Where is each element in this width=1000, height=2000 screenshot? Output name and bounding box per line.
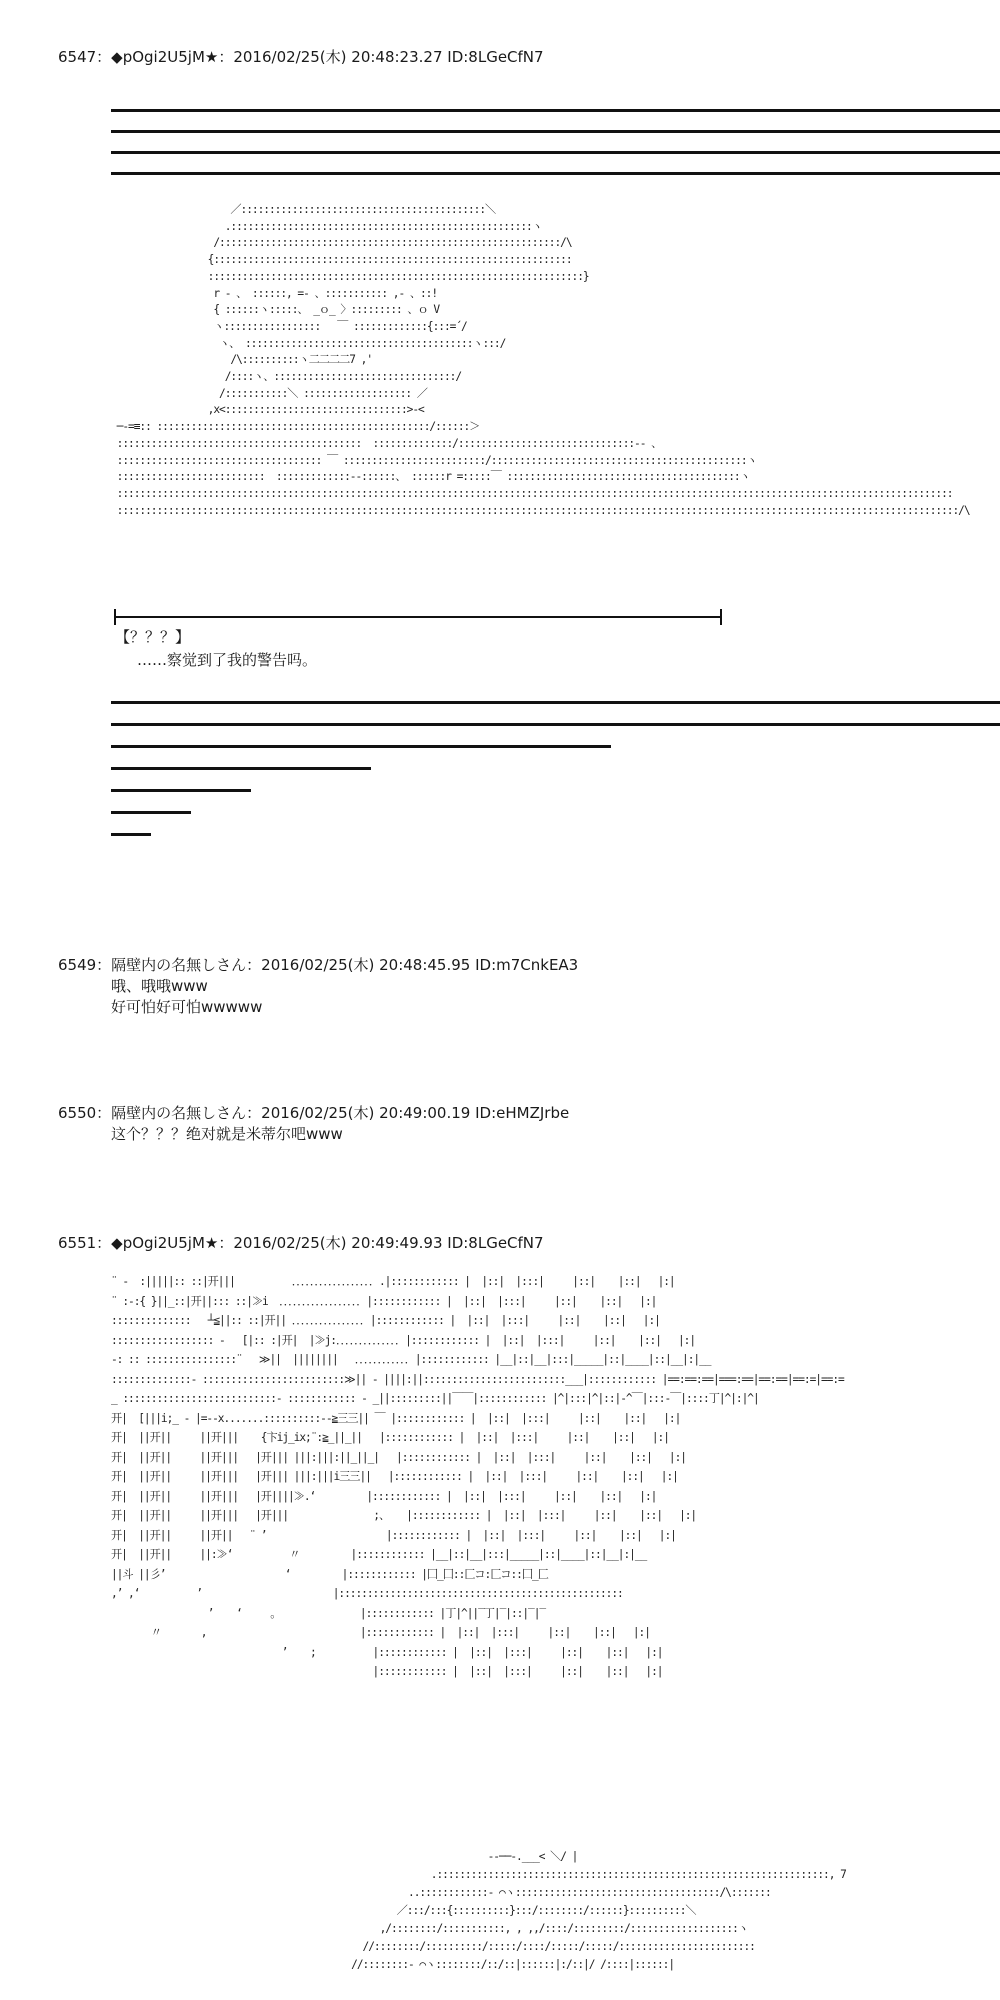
- scene-separator-tick-right: [720, 609, 722, 625]
- divider-line: [111, 130, 1000, 133]
- divider-line: [111, 789, 251, 792]
- speaker-line: ……察觉到了我的警告吗。: [137, 651, 318, 669]
- scene-separator-tick-left: [114, 609, 116, 625]
- divider-line: [111, 151, 1000, 154]
- divider-line: [111, 723, 1000, 726]
- divider-line: [111, 745, 611, 748]
- divider-line: [111, 833, 151, 836]
- divider-line: [111, 109, 1000, 112]
- scene-separator: [114, 616, 722, 618]
- post-line: 好可怕好可怕wwwww: [111, 998, 263, 1016]
- speaker-name: 【？？？】: [115, 628, 191, 646]
- divider-line: [111, 172, 1000, 175]
- divider-line: [111, 811, 191, 814]
- ascii-art-bottom: -‐──‐.___< ＼/ | .:::::::::::::::::::::::::::::::::::::::::::::::::::::::::::::::::::::, 7 ..::::::::::::‐ ⌒ヽ::::::::::::::::::::::::::::::::::::/\::::::: ／:::/:::{::::::::::}:::/::::::::/::::::}::::::::::＼ ,/::::::::/:::::::::::, , ,,/::::/:::::::::/:::::::::::::::::::ヽ //::::::::/::::::::::/:::::/::::/:::::/:::::/:::::::::::::::::::::::: //::::::::‐ ⌒ヽ::::::::/::/::|::::::|:/::|/ /::::|::::::|: [351, 1850, 846, 1971]
- ascii-art-figure: ／:::::::::::::::::::::::::::::::::::::::::::＼ .:::::::::::::::::::::::::::::::::::::::::::::::::::::ヽ /::::::::::::::::::::::::::::::::::::::::::::::::::::::::::::/\ {::::::::::::::::::::::::::::::::::::::::::::::::::::::::::::::: ::::::::::::::::::::::::::::::::::::::::::::::::::::::::::::::::::} r ‐ 、 ::::::, =‐ 、::::::::::: ,‐ 、::! { ::::::ヽ:::::、 _ｏ_ 〉::::::::: 、ｏ V ヽ::::::::::::::::: ￣ :::::::::::::{:::=´/ ヽ、 ::::::::::::::::::::::::::::::::::::::::ヽ:::/ /\::::::::::ヽ二二二二7 ,' /::::ヽ、::::::::::::::::::::::::::::::::/ /:::::::::::＼ ::::::::::::::::::: ／ ,x<::::::::::::::::::::::::::::::::>-< ─-=≡:: ::::::::::::::::::::::::::::::::::::::::::::::::/::::::＞ ::::::::::::::::::::::::::::::::::::::::::: ::::::::::::::/:::::::::::::::::::::::::::::::-‐ 、 :::::::::::::::::::::::::::::::::::: ￣ :::::::::::::::::::::::::/:::::::::::::::::::::::::::::::::::::::::::::ヽ :::::::::::::::::::::::::: :::::::::::::‐-::::::、 ::::::r =:::::￣ :::::::::::::::::::::::::::::::::::::::::ヽ ::::::::::::::::::::::::::::::::::::::::::::::::::::::::::::::::::::::::::::::::::::::::::::::::::::::::::::::::::::::::::::::::::::::::::::::::::: ::::::::::::::::::::::::::::::::::::::::::::::::::::::::::::::::::::::::::::::::::::::::::::::::::::::::::::::::::::::::::::::::::::::::::::::::::::/\: [116, 203, 970, 517]
- divider-line: [111, 767, 371, 770]
- post-header-6550: 6550：隔壁内の名無しさん：2016/02/25(木) 20:49:00.19 ID:eHMZJrbe: [58, 1104, 570, 1122]
- ascii-art-corridor: ¨ ‐ :|||||:: ::|开||| ．．．．．．．．．．．．．．．．．．.|:::::::::::: | |::| |:::| |::| |::| |:| ¨ :‐:{ }||_::|开||::: ::|≫i ．．．．．．．．．．．．．．．．．．|:::::::::::: | |::| |:::| |::| |::| |:| :::::::::::::: ┴≦||:: ::|开|| ．．．．．．．．．．．．．．．．|:::::::::::: | |::| |:::| |::| |::| |:| :::::::::::::::::: ‐ [|:: :|开| |≫j:．．．．．．．．．．．．．．|:::::::::::: | |::| |:::| |::| |::| |:| ‐: :: ::::::::::::::::¨ ≫|| |||||||| ．．．．．．．．．．．．|:::::::::::: |__|::|__|:::|_____|::|____|::|__|:|__ ::::::::::::::‐ :::::::::::::::::::::::::≫|| ‐ ||||:||:::::::::::::::::::::::::___|:::::::::::: |==:==:==|===:==|==:==|==:=|==:= _ :::::::::::::::::::::::::::‐ :::::::::::: ‐ _||:::::::::||￣￣|:::::::::::: |^|:::|^|::|‐^￣|:::‐￣|::::丁|^|:|^| 开| [|||i;_ ‐ |=‐-x.......::::::::::‐-≧三三|| ￣ |:::::::::::: | |::| |:::| |::| |::| |:| 开| ||开|| ||开||| {卞ij_ix;¨:≧_||_|| |:::::::::::: | |::| |:::| |::| |::| |:| 开| ||开|| ||开||| |开||| |||:|||:||_||_| |:::::::::::: | |::| |:::| |::| |::| |:| 开| ||开|| ||开||| |开||| |||:|||i三三|| |:::::::::::: | |::| |:::| |::| |::| |:| 开| ||开|| ||开||| |开||||≫.‘ |:::::::::::: | |::| |:::| |::| |::| |:| 开| ||开|| ||开||| |开||| ;、 |:::::::::::: | |::| |:::| |::| |::| |:| 开| ||开|| ||开|| ¨ ’ |:::::::::::: | |::| |:::| |::| |::| |:| 开| ||开|| ||:≫‘ 〃 |:::::::::::: |__|::|__|:::|_____|::|____|::|__|:|__ ||斗 ||彡’ ‘ |:::::::::::: |囗_囗::匚コ:匚コ::囗_匚 ,’ ,‘ ’ |:::::::::::::::::::::::::::::::::::::::::::::::::: ’ ‘ 。 |:::::::::::: |丁|^||‾丁|‾|::|‾|‾ 〃 , |:::::::::::: | |::| |:::| |::| |::| |:| ’ ; |:::::::::::: | |::| |:::| |::| |::| |:| |:::::::::::: | |::| |:::| |::| |::| |:|: [111, 1275, 844, 1678]
- post-line: 哦、哦哦www: [111, 977, 208, 995]
- post-header-6547: 6547：◆pOgi2U5jM★：2016/02/25(木) 20:48:23.27 ID:8LGeCfN7: [58, 48, 544, 66]
- post-header-6551: 6551：◆pOgi2U5jM★：2016/02/25(木) 20:49:49.93 ID:8LGeCfN7: [58, 1234, 544, 1252]
- post-line: 这个？？？绝对就是米蒂尔吧www: [111, 1125, 343, 1143]
- divider-line: [111, 701, 1000, 704]
- post-header-6549: 6549：隔壁内の名無しさん：2016/02/25(木) 20:48:45.95 ID:m7CnkEA3: [58, 956, 579, 974]
